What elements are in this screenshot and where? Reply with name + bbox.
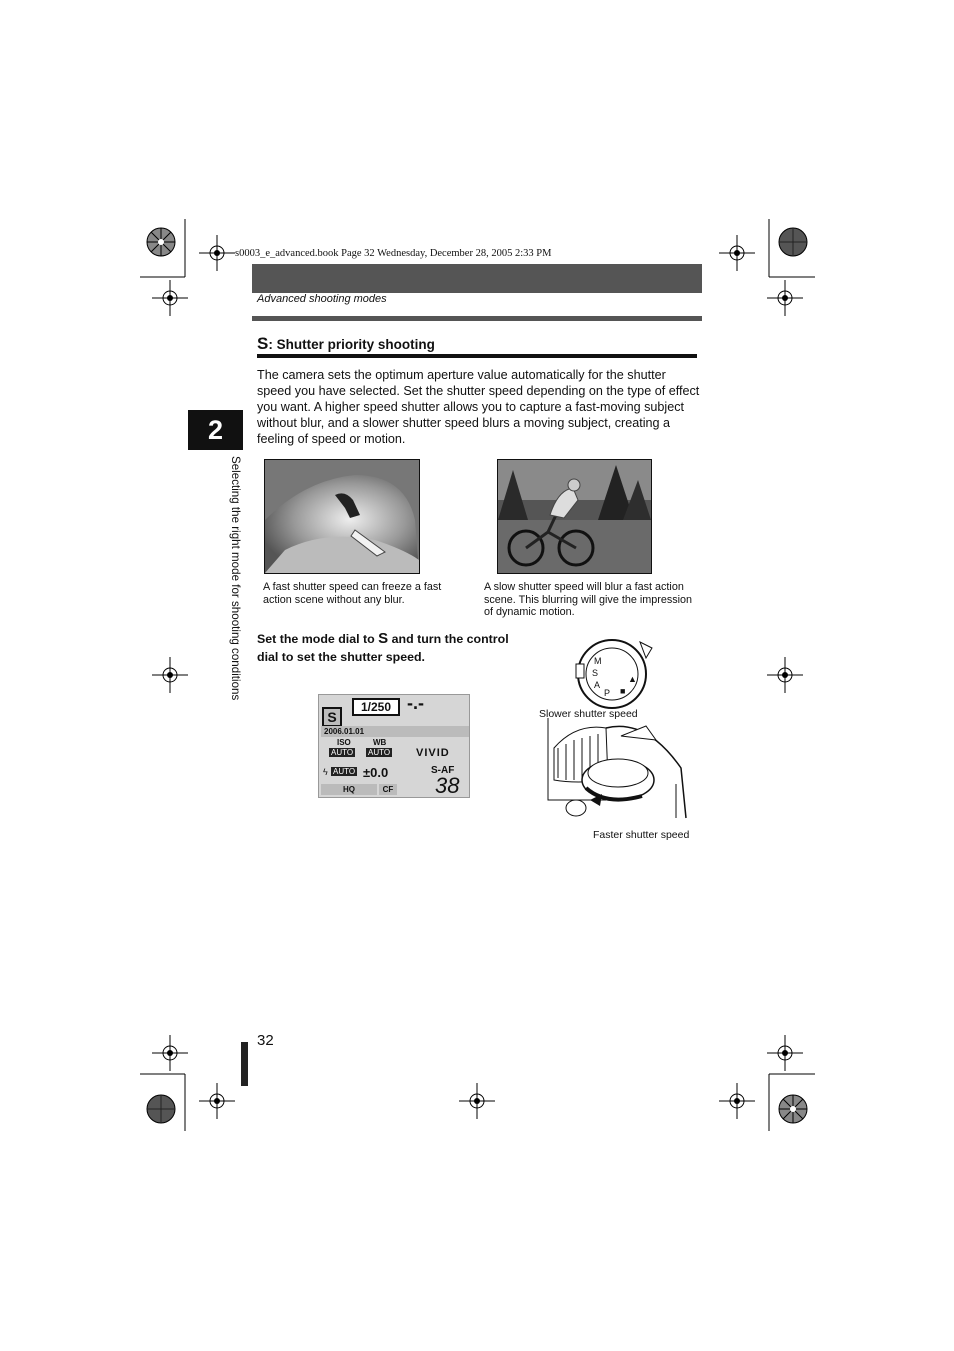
lcd-remaining-shots: 38 xyxy=(435,773,460,798)
svg-text:■: ■ xyxy=(620,686,626,696)
page-number-bar xyxy=(241,1042,248,1086)
registration-target-icon xyxy=(719,235,755,271)
registration-target-icon xyxy=(152,280,188,316)
registration-target-icon xyxy=(767,1035,803,1071)
svg-text:▲: ▲ xyxy=(628,674,637,684)
lcd-control-panel xyxy=(318,694,470,798)
registration-target-icon xyxy=(767,280,803,316)
chapter-number-tab: 2 xyxy=(188,410,243,450)
starburst-mark-icon xyxy=(146,1094,176,1124)
lcd-shutter-speed: 1/250 xyxy=(352,698,400,716)
lcd-af-mode: S-AF xyxy=(431,765,455,776)
registration-target-icon xyxy=(199,235,235,271)
registration-target-icon xyxy=(152,1035,188,1071)
registration-target-icon xyxy=(152,657,188,693)
control-dial-illustration xyxy=(546,718,696,826)
lcd-iso-value: AUTO xyxy=(331,748,354,757)
svg-text:S: S xyxy=(592,668,599,678)
intro-paragraph: The camera sets the optimum aperture value automatically for the shutter speed you have selected. Set the shutter speed depending on the type of effect you want. A higher speed shutter allows you to capture a fast-moving subject without blur, and a slower shutter speed blurs a moving subject, creating a feeling of speed or motion. xyxy=(257,368,700,446)
starburst-mark-icon xyxy=(146,227,176,257)
header-bar xyxy=(252,264,702,293)
instruction-mode-letter: S xyxy=(378,630,389,647)
flash-icon: ϟ xyxy=(323,767,328,777)
surfer-photo xyxy=(264,459,420,574)
slower-shutter-label: Slower shutter speed xyxy=(539,708,638,720)
lcd-aperture: -.- xyxy=(407,693,424,713)
instruction-text xyxy=(257,630,532,666)
shutter-mode-letter: S xyxy=(257,334,269,353)
instruction-before: Set the mode dial to xyxy=(257,632,379,646)
faster-shutter-label: Faster shutter speed xyxy=(593,829,690,841)
chapter-side-label: Selecting the right mode for shooting conditions xyxy=(229,456,242,701)
header-rule xyxy=(252,316,702,321)
book-file-line: s0003_e_advanced.book Page 32 Wednesday, December 28, 2005 2:33 PM xyxy=(235,248,552,259)
mode-dial-illustration xyxy=(572,634,662,714)
lcd-quality: HQ xyxy=(321,784,377,795)
running-head: Advanced shooting modes xyxy=(257,293,387,305)
caption-fast: A fast shutter speed can freeze a fast action scene without any blur. xyxy=(263,581,442,606)
lcd-mode-box: S xyxy=(322,707,342,727)
lcd-exposure-comp: ±0.0 xyxy=(363,765,389,780)
chapter-side-text xyxy=(228,456,244,726)
registration-target-icon xyxy=(199,1083,235,1119)
lcd-card: CF xyxy=(379,784,397,795)
registration-target-icon xyxy=(767,657,803,693)
starburst-mark-icon xyxy=(778,227,808,257)
page-number: 32 xyxy=(257,1032,274,1049)
lcd-wb-label: WB xyxy=(373,738,387,747)
lcd-flash-value: AUTO xyxy=(333,767,356,776)
starburst-mark-icon xyxy=(778,1094,808,1124)
lcd-wb-value: AUTO xyxy=(368,748,391,757)
lcd-picture-mode: VIVID xyxy=(416,747,450,759)
svg-text:P: P xyxy=(604,688,611,698)
svg-text:A: A xyxy=(594,680,601,690)
lcd-date: 2006.01.01 xyxy=(321,726,469,737)
svg-text:M: M xyxy=(594,656,602,666)
caption-slow: A slow shutter speed will blur a fast action scene. This blurring will give the impression of dynamic motion. xyxy=(484,581,693,619)
registration-target-icon xyxy=(719,1083,755,1119)
section-title xyxy=(257,334,435,354)
section-rule xyxy=(257,354,697,358)
lcd-iso-label: ISO xyxy=(337,738,351,747)
instruction-after: and turn the control dial to set the shutter speed. xyxy=(257,632,509,664)
registration-target-icon xyxy=(459,1083,495,1119)
section-title-text: : Shutter priority shooting xyxy=(268,337,435,352)
cyclist-photo xyxy=(497,459,652,574)
